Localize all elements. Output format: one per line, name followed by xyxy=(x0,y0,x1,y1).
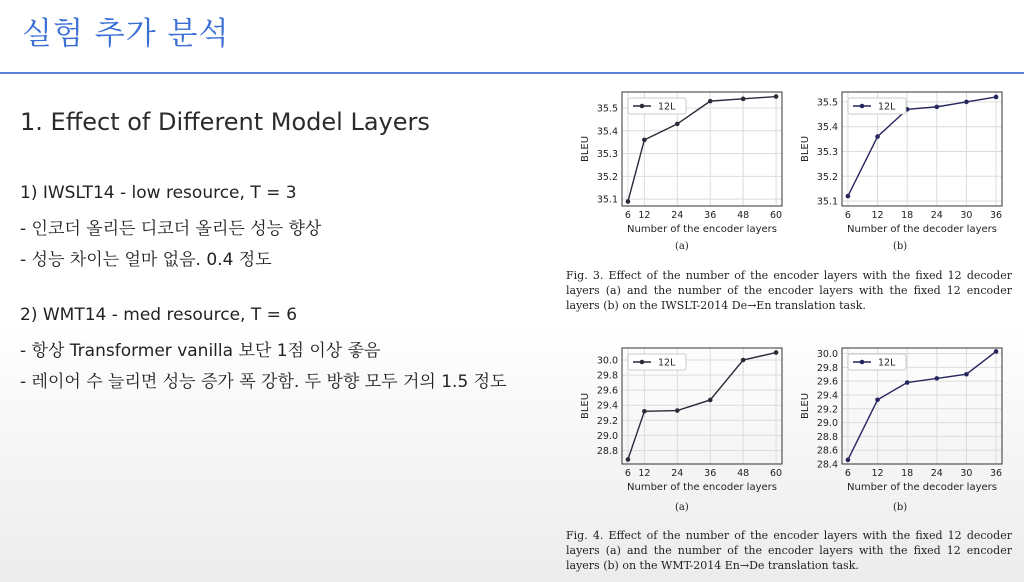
x-tick-label: 48 xyxy=(737,210,750,221)
y-tick-label: 35.2 xyxy=(596,171,618,183)
y-tick-label: 29.6 xyxy=(816,376,838,388)
fig4b-sublabel: (b) xyxy=(893,502,908,513)
y-tick-label: 29.6 xyxy=(596,385,618,397)
y-tick-label: 35.5 xyxy=(816,97,838,109)
x-tick-label: 24 xyxy=(671,210,684,221)
data-point xyxy=(935,105,940,110)
data-point xyxy=(626,199,631,204)
y-tick-label: 29.8 xyxy=(816,362,838,374)
y-tick-label: 35.2 xyxy=(816,171,838,183)
data-point xyxy=(675,408,680,413)
data-point xyxy=(905,380,910,385)
legend-marker xyxy=(860,104,865,109)
x-tick-label: 36 xyxy=(990,210,1003,221)
wmt-bullet-2: - 레이어 수 늘리면 성능 증가 폭 강함. 두 방향 모두 거의 1.5 정도 xyxy=(20,372,507,392)
y-tick-label: 35.1 xyxy=(596,194,618,206)
data-point xyxy=(626,457,631,462)
y-tick-label: 28.6 xyxy=(816,445,838,457)
x-tick-label: 36 xyxy=(704,468,717,479)
x-tick-label: 60 xyxy=(770,468,783,479)
y-tick-label: 29.8 xyxy=(596,370,618,382)
fig3a-sublabel: (a) xyxy=(675,241,689,252)
y-tick-label: 29.4 xyxy=(596,400,618,412)
x-tick-label: 60 xyxy=(770,210,783,221)
data-point xyxy=(708,398,713,403)
x-tick-label: 6 xyxy=(624,468,631,479)
slide-title: 실험 추가 분석 xyxy=(22,16,230,52)
fig4a-chart xyxy=(576,344,788,494)
y-tick-label: 28.8 xyxy=(816,431,838,443)
x-tick-label: 36 xyxy=(990,468,1003,479)
x-tick-label: 36 xyxy=(704,210,717,221)
y-axis-label: BLEU xyxy=(580,392,591,420)
y-axis-label: BLEU xyxy=(580,135,591,163)
legend-label: 12L xyxy=(658,357,676,369)
x-tick-label: 6 xyxy=(844,468,851,479)
wmt-bullet-1: - 항상 Transformer vanilla 보단 1점 이상 좋음 xyxy=(20,341,381,361)
y-tick-label: 35.4 xyxy=(596,126,618,138)
legend-marker xyxy=(640,104,645,109)
data-point xyxy=(935,376,940,381)
iwslt-bullet-2: - 성능 차이는 얼마 없음. 0.4 정도 xyxy=(20,250,272,270)
legend-label: 12L xyxy=(878,357,896,369)
fig3-caption: Fig. 3. Effect of the number of the encoder layers with the fixed 12 decoder layers (a) and the number of the encoder layers with the fixed 12 encoder layers (b) on the IWSLT-2014 De→En translation task. xyxy=(566,269,1012,312)
y-tick-label: 35.4 xyxy=(816,122,838,134)
y-tick-label: 30.0 xyxy=(816,349,838,361)
x-tick-label: 24 xyxy=(671,468,684,479)
y-axis-label: BLEU xyxy=(800,392,811,420)
data-point xyxy=(642,409,647,414)
data-point xyxy=(846,458,851,463)
x-tick-label: 12 xyxy=(871,210,884,221)
section-heading: 1. Effect of Different Model Layers xyxy=(20,108,430,136)
data-point xyxy=(708,99,713,104)
data-point xyxy=(875,397,880,402)
data-point xyxy=(675,122,680,127)
x-tick-label: 24 xyxy=(930,210,943,221)
x-tick-label: 30 xyxy=(960,468,973,479)
fig4a-sublabel: (a) xyxy=(675,502,689,513)
title-divider xyxy=(0,72,1024,74)
x-tick-label: 48 xyxy=(737,468,750,479)
iwslt-line: 1) IWSLT14 - low resource, T = 3 xyxy=(20,183,297,203)
x-tick-label: 30 xyxy=(960,210,973,221)
x-tick-label: 18 xyxy=(901,468,914,479)
y-tick-label: 28.4 xyxy=(816,459,838,471)
x-tick-label: 18 xyxy=(901,210,914,221)
x-tick-label: 24 xyxy=(930,468,943,479)
x-tick-label: 6 xyxy=(844,210,851,221)
y-tick-label: 29.2 xyxy=(596,415,618,427)
data-point xyxy=(964,372,969,377)
y-tick-label: 29.4 xyxy=(816,390,838,402)
data-point xyxy=(774,350,779,355)
y-tick-label: 28.8 xyxy=(596,445,618,457)
y-tick-label: 35.5 xyxy=(596,103,618,115)
data-point xyxy=(642,138,647,143)
legend-label: 12L xyxy=(878,101,896,113)
data-point xyxy=(741,97,746,102)
data-point xyxy=(964,100,969,105)
legend-marker xyxy=(860,360,865,365)
wmt-line: 2) WMT14 - med resource, T = 6 xyxy=(20,305,298,325)
data-point xyxy=(994,349,999,354)
x-tick-label: 12 xyxy=(638,468,651,479)
legend-marker xyxy=(640,360,645,365)
y-tick-label: 29.0 xyxy=(816,418,838,430)
y-tick-label: 29.2 xyxy=(816,404,838,416)
y-tick-label: 30.0 xyxy=(596,355,618,367)
x-axis-label: Number of the encoder layers xyxy=(627,482,777,493)
x-axis-label: Number of the decoder layers xyxy=(847,224,997,235)
legend-label: 12L xyxy=(658,101,676,113)
x-axis-label: Number of the decoder layers xyxy=(847,482,997,493)
fig3a-chart xyxy=(576,88,788,236)
x-tick-label: 12 xyxy=(638,210,651,221)
fig4b-chart xyxy=(796,344,1008,494)
data-point xyxy=(774,94,779,99)
fig3b-chart xyxy=(796,88,1008,236)
y-axis-label: BLEU xyxy=(800,135,811,163)
fig4-caption: Fig. 4. Effect of the number of the encoder layers with the fixed 12 decoder layers (a) and the number of the encoder layers with the fixed 12 encoder layers (b) on the WMT-2014 En→De translation task. xyxy=(566,529,1012,572)
x-tick-label: 6 xyxy=(624,210,631,221)
fig3b-sublabel: (b) xyxy=(893,241,908,252)
y-tick-label: 29.0 xyxy=(596,430,618,442)
iwslt-bullet-1: - 인코더 올리든 디코더 올리든 성능 향상 xyxy=(20,219,322,239)
y-tick-label: 35.3 xyxy=(596,149,618,161)
y-tick-label: 35.3 xyxy=(816,146,838,158)
data-point xyxy=(994,95,999,100)
x-tick-label: 12 xyxy=(871,468,884,479)
data-point xyxy=(875,134,880,139)
y-tick-label: 35.1 xyxy=(816,196,838,208)
x-axis-label: Number of the encoder layers xyxy=(627,224,777,235)
data-point xyxy=(846,194,851,199)
data-point xyxy=(741,358,746,363)
